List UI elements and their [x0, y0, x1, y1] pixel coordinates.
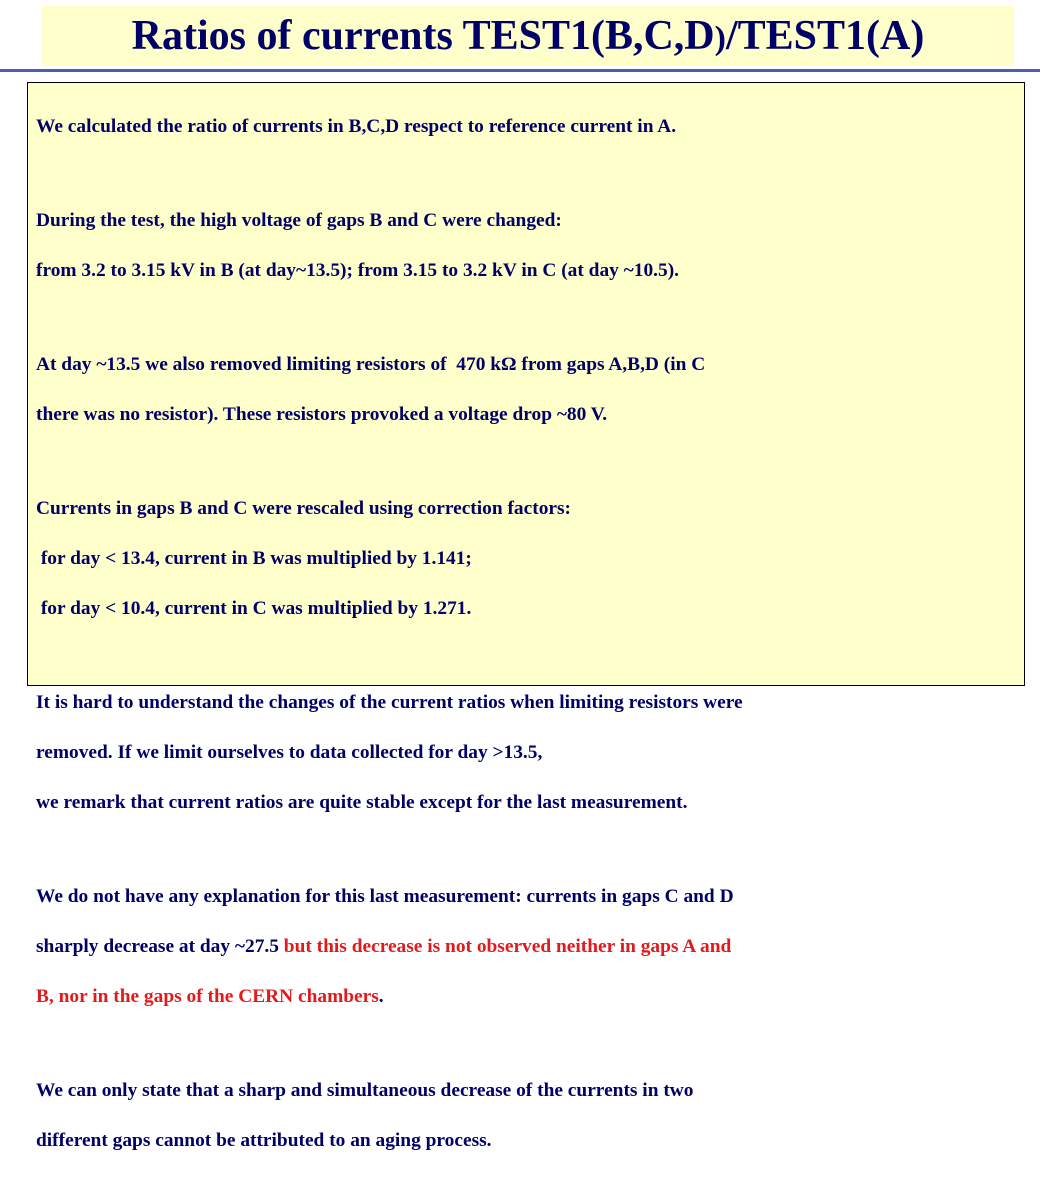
- paragraph-line: At day ~13.5 we also removed limiting resistors of 470 kΩ from gaps A,B,D (in C: [36, 354, 706, 375]
- slide-title: [132, 12, 925, 60]
- paragraph-line-mixed: [36, 934, 1016, 959]
- paragraph-line: from 3.2 to 3.15 kV in B (at day~13.5); from 3.15 to 3.2 kV in C (at day ~10.5).: [36, 260, 680, 281]
- paragraph-line-mixed: [36, 984, 1016, 1009]
- paragraph-last-measurement: [36, 859, 1016, 1034]
- paragraph-correction: [36, 471, 1016, 646]
- paragraph-high-voltage: [36, 183, 1016, 308]
- paragraph-line: we remark that current ratios are quite stable except for the last measurement.: [36, 792, 688, 813]
- paragraph-line: there was no resistor). These resistors provoked a voltage drop ~80 V.: [36, 404, 608, 425]
- title-main: Ratios of currents TEST1(B,C,D: [131, 13, 715, 59]
- text-highlight: but this decrease is not observed neither in gaps A and: [283, 936, 732, 957]
- text-black: .: [378, 986, 384, 1007]
- paragraph-conclusion: [36, 1053, 1016, 1178]
- title-divider: [0, 69, 1040, 72]
- title-rest: /TEST1(A): [725, 13, 925, 59]
- paragraph-line: We calculated the ratio of currents in B,C,D respect to reference current in A.: [36, 116, 677, 137]
- paragraph-line: During the test, the high voltage of gaps B and C were changed:: [36, 210, 562, 231]
- paragraph-line: for day < 10.4, current in C was multiplied by 1.271.: [36, 598, 472, 619]
- paragraph-line: We do not have any explanation for this last measurement: currents in gaps C and D: [36, 886, 734, 907]
- paragraph-intro: [36, 89, 1016, 164]
- paragraph-line: different gaps cannot be attributed to an aging process.: [36, 1130, 492, 1151]
- content-box: [27, 82, 1025, 1151]
- paragraph-line: We can only state that a sharp and simultaneous decrease of the currents in two: [36, 1080, 694, 1101]
- title-paren: ): [714, 20, 726, 57]
- text-highlight: B, nor in the gaps of the CERN chambers: [36, 986, 379, 1007]
- paragraph-ratio-stability: [36, 665, 1016, 840]
- paragraph-resistors: [36, 327, 1016, 452]
- paragraph-line: removed. If we limit ourselves to data collected for day >13.5,: [36, 742, 543, 763]
- paragraph-line: Currents in gaps B and C were rescaled using correction factors:: [36, 498, 571, 519]
- paragraph-line: for day < 13.4, current in B was multiplied by 1.141;: [36, 548, 472, 569]
- title-band: [42, 6, 1014, 66]
- text-black: sharply decrease at day ~27.5: [36, 936, 284, 957]
- paragraph-line: It is hard to understand the changes of the current ratios when limiting resistors were: [36, 692, 743, 713]
